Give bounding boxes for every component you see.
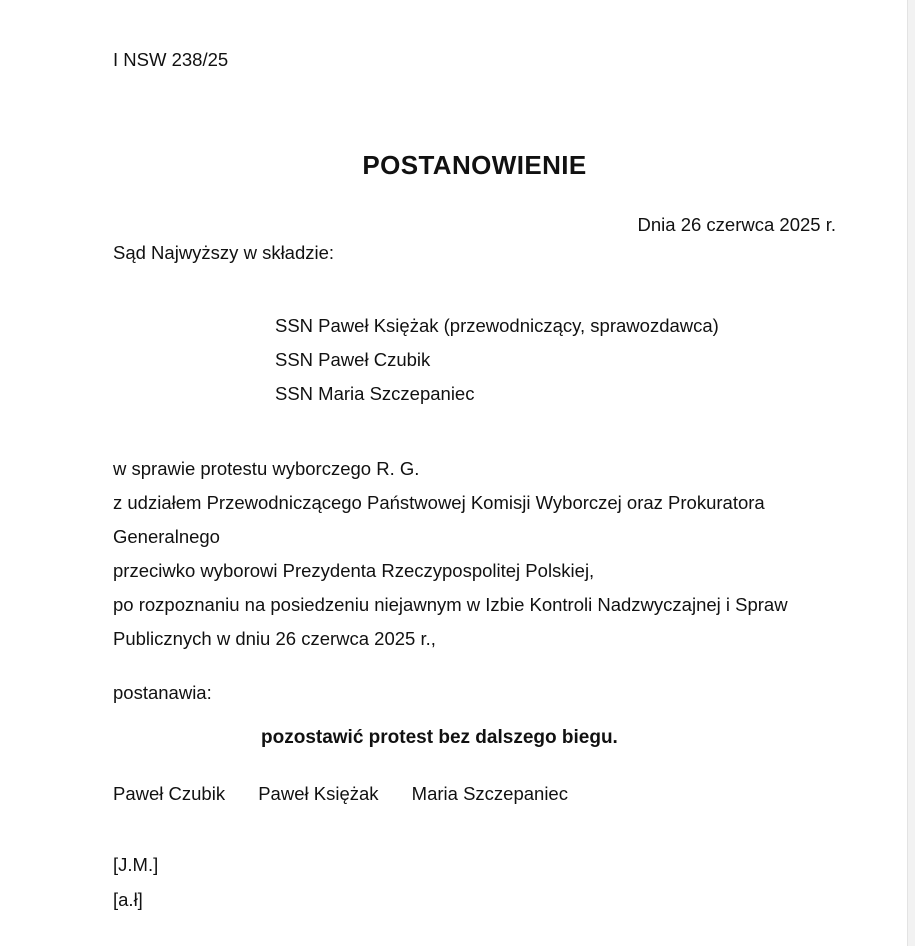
judge-entry: SSN Paweł Czubik [275,349,431,370]
date-line: Dnia 26 czerwca 2025 r. [637,214,836,235]
case-number: I NSW 238/25 [113,49,229,70]
case-description-line: z udziałem Przewodniczącego Państwowej Komisji Wyborczej oraz Prokuratora [113,492,765,513]
ruling-intro: postanawia: [113,682,212,703]
footer-mark: [J.M.] [113,854,159,875]
case-description [113,452,836,656]
document-title: POSTANOWIENIE [362,150,587,180]
case-description-line: przeciwko wyborowi Prezydenta Rzeczypospolitej Polskiej, [113,560,595,581]
footer-marks [113,847,158,917]
case-description-line: w sprawie protestu wyborczego R. G. [113,458,420,479]
footer-mark: [a.ł] [113,889,143,910]
judges-list [275,309,719,411]
signature-name: Maria Szczepaniec [411,783,568,804]
case-description-line: Publicznych w dniu 26 czerwca 2025 r., [113,628,436,649]
signature-name: Paweł Księżak [258,783,379,804]
case-description-line: Generalnego [113,526,220,547]
judge-entry: SSN Maria Szczepaniec [275,383,475,404]
case-description-line: po rozpoznaniu na posiedzeniu niejawnym w Izbie Kontroli Nadzwyczajnej i Spraw [113,594,788,615]
verdict-text: pozostawić protest bez dalszego biegu. [261,727,618,748]
court-composition-intro: Sąd Najwyższy w składzie: [113,242,335,263]
signature-name: Paweł Czubik [113,783,226,804]
judge-entry: SSN Paweł Księżak (przewodniczący, sprawozdawca) [275,315,719,336]
signature-line [113,780,568,808]
